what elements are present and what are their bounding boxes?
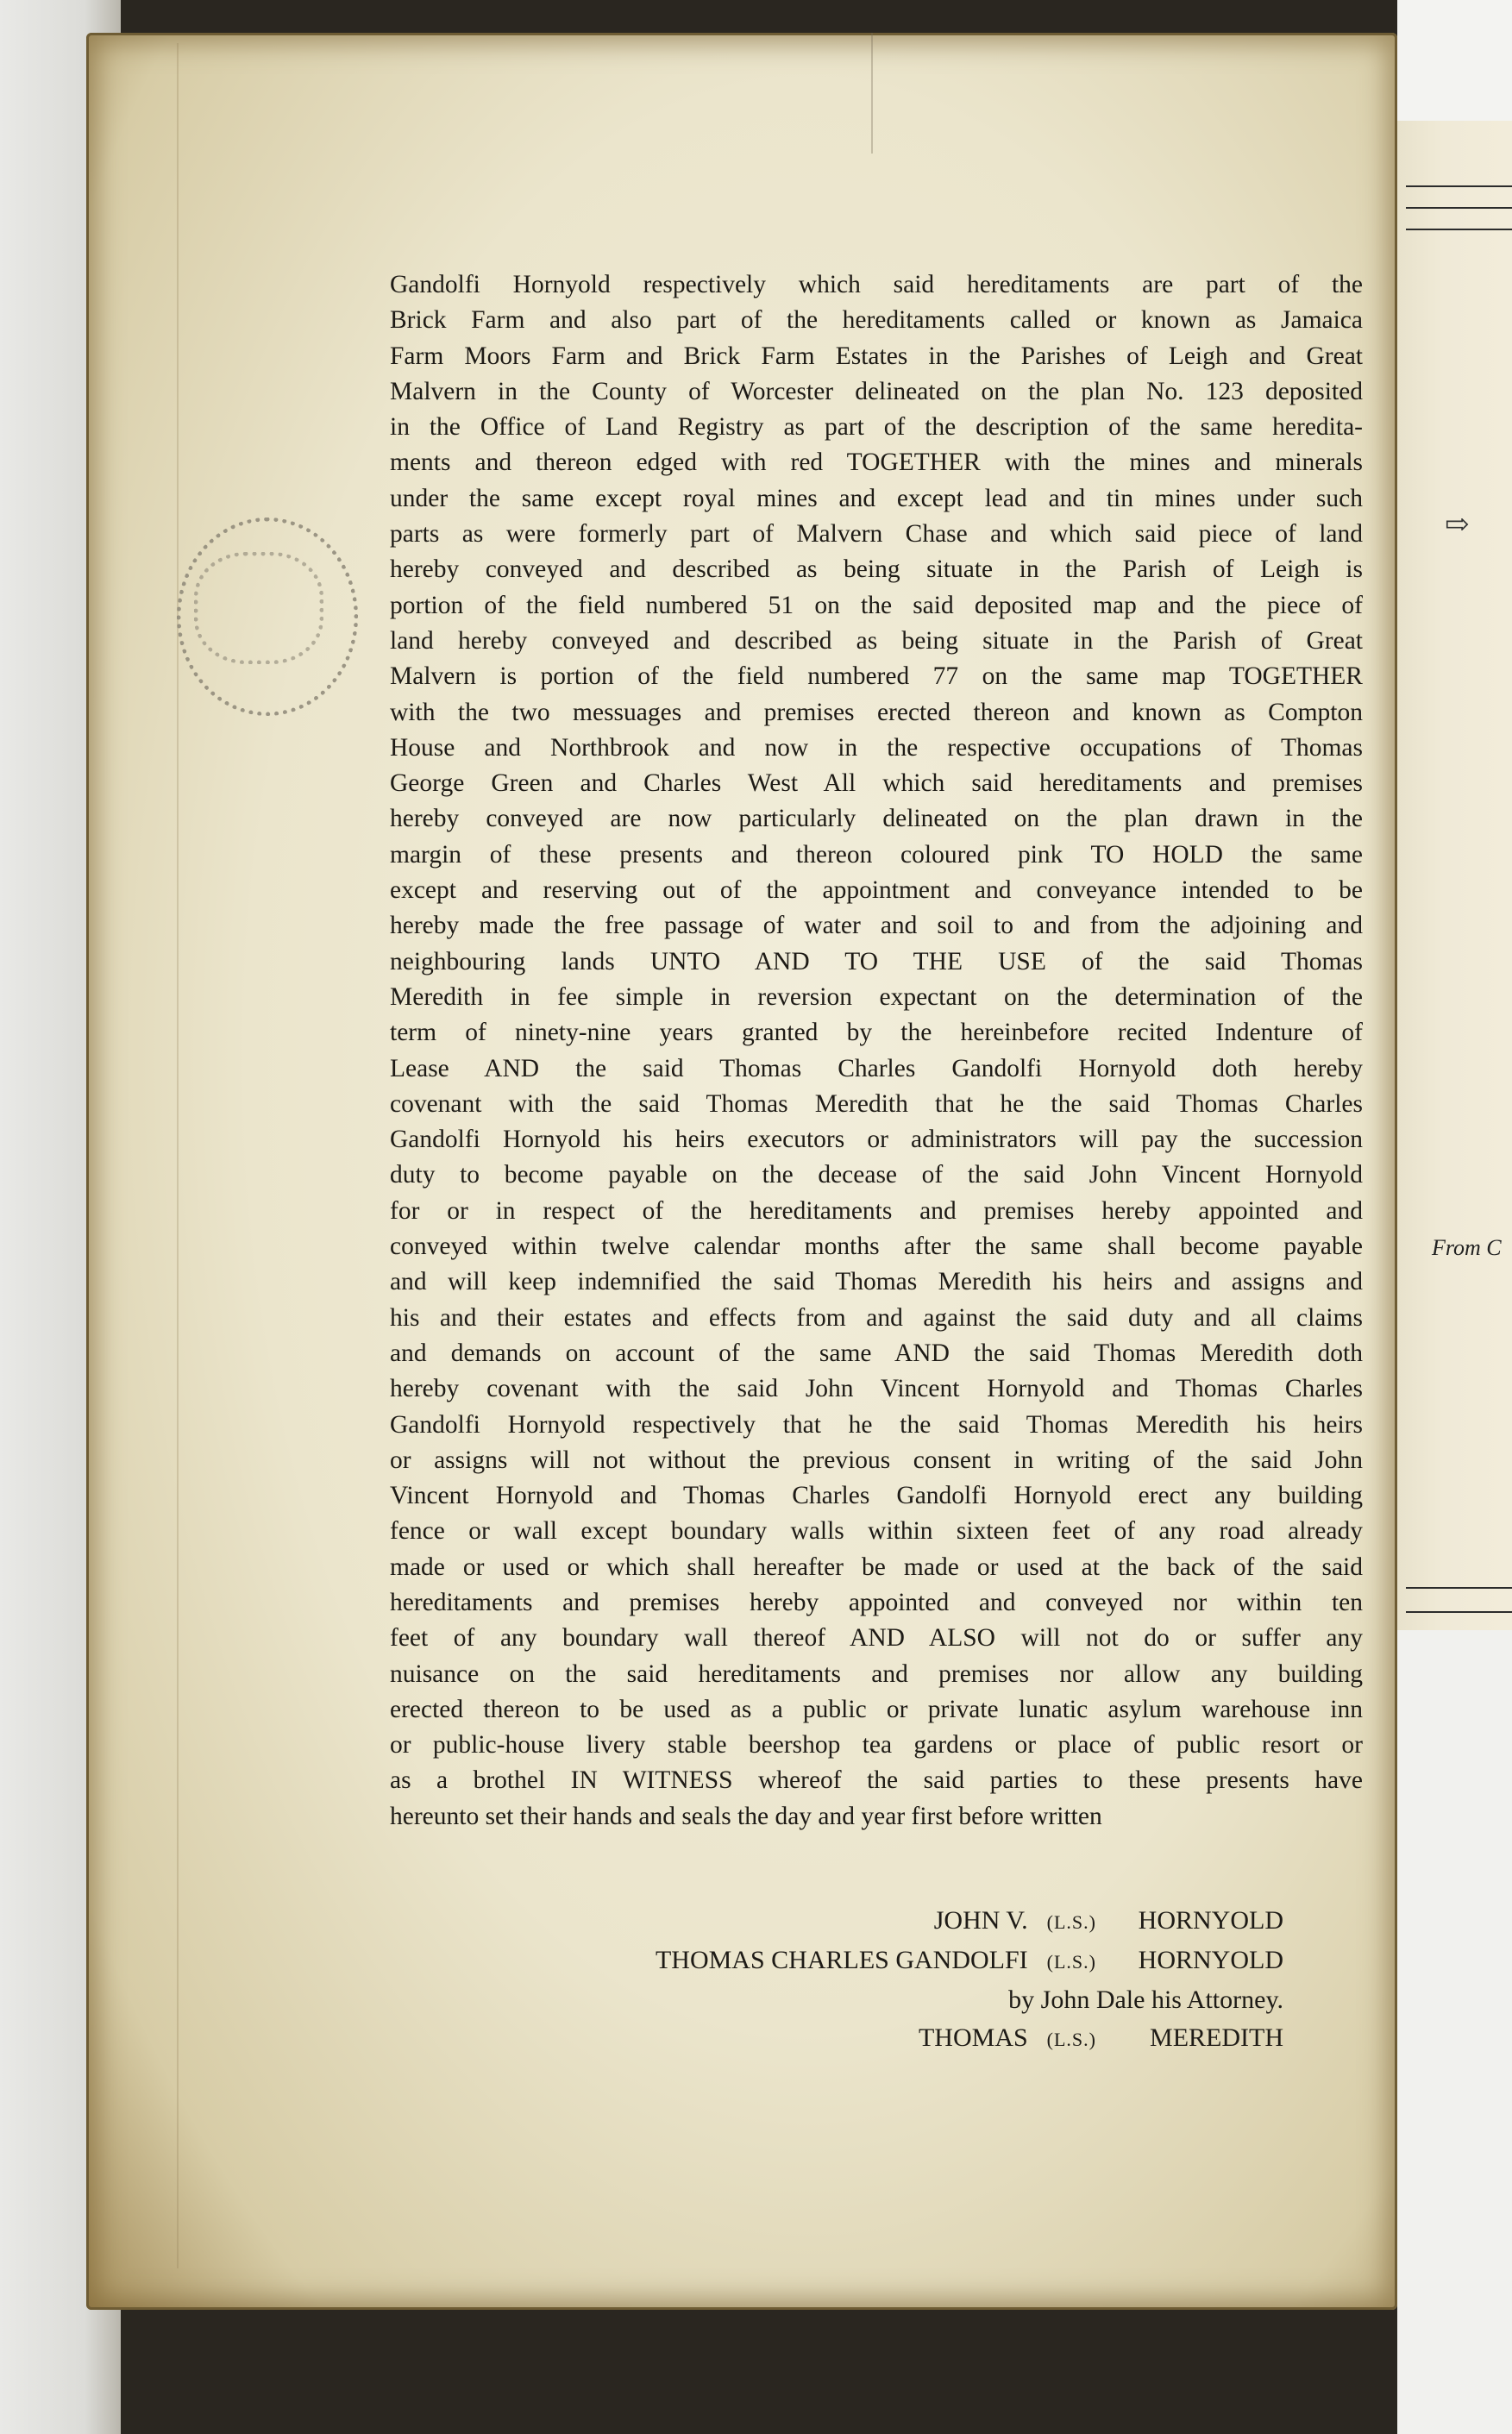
text-line: and will keep indemnified the said Thomas Meredith his heirs and assigns and (390, 1268, 1363, 1296)
text-line: term of ninety-nine years granted by the hereinbefore recited Indenture of (390, 1019, 1363, 1047)
text-line: in the Office of Land Registry as part of the description of the same heredita- (390, 413, 1363, 442)
text-line: neighbouring lands UNTO AND TO THE USE of the said Thomas (390, 947, 1363, 975)
text-line: except and reserving out of the appointment and conveyance intended to be (390, 876, 1363, 905)
text-line: hereby covenant with the said John Vincent Hornyold and Thomas Charles (390, 1375, 1363, 1403)
adjacent-rule (1406, 1611, 1512, 1613)
text-line: nuisance on the said hereditaments and premises nor allow any building (390, 1659, 1363, 1688)
signature-first-name: THOMAS CHARLES GANDOLFI (655, 1946, 1028, 1974)
perforated-seal-inner (194, 552, 323, 664)
text-line: feet of any boundary wall thereof AND ALSO will not do or suffer any (390, 1624, 1363, 1653)
arrow-icon: ⇨ (1445, 509, 1470, 541)
signature-first-name: JOHN V. (933, 1906, 1028, 1935)
text-line: hereunto set their hands and seals the day and year first before written (390, 1802, 1102, 1830)
adjacent-margin-note: From C (1432, 1235, 1502, 1260)
seal-mark: (L.S.) (1046, 1951, 1096, 1973)
text-line: hereby made the free passage of water and soil to and from the adjoining and (390, 912, 1363, 940)
signature-first-name: THOMAS (918, 2023, 1028, 2052)
adjacent-sheet-top (1397, 0, 1512, 121)
text-line: land hereby conveyed and described as being situate in the Parish of Great (390, 626, 1363, 655)
seal-mark: (L.S.) (1046, 2029, 1096, 2050)
text-line: fence or wall except boundary walls within sixteen feet of any road already (390, 1517, 1363, 1546)
text-line: Gandolfi Hornyold his heirs executors or administrators will pay the succession (390, 1126, 1363, 1154)
text-line: hereby conveyed are now particularly delineated on the plan drawn in the (390, 805, 1363, 833)
signature-row (507, 1942, 1283, 1981)
text-line: with the two messuages and premises erected thereon and known as Compton (390, 698, 1363, 726)
fold-line (871, 33, 873, 154)
signature-row (507, 2019, 1283, 2059)
text-line: for or in respect of the hereditaments and premises hereby appointed and (390, 1196, 1363, 1225)
attorney-line: by John Dale his Attorney. (1008, 1985, 1283, 2014)
text-line: made or used or which shall hereafter be made or used at the back of the said (390, 1553, 1363, 1581)
text-line: his and their estates and effects from and against the said duty and all claims (390, 1303, 1363, 1332)
text-line: margin of these presents and thereon coloured pink TO HOLD the same (390, 840, 1363, 869)
text-line: Meredith in fee simple in reversion expectant on the determination of the (390, 982, 1363, 1011)
text-line: or assigns will not without the previous consent in writing of the said John (390, 1446, 1363, 1474)
text-line: ments and thereon edged with red TOGETHER with the mines and minerals (390, 449, 1363, 477)
signature-surname: HORNYOLD (1138, 1946, 1283, 1974)
text-line: under the same except royal mines and except lead and tin mines under such (390, 484, 1363, 512)
text-line: Farm Moors Farm and Brick Farm Estates in the Parishes of Leigh and Great (390, 342, 1363, 370)
inner-margin (177, 43, 179, 2268)
text-line: and demands on account of the same AND the said Thomas Meredith doth (390, 1339, 1363, 1367)
text-line: hereditaments and premises hereby appointed and conveyed nor within ten (390, 1588, 1363, 1616)
signature-row (507, 1902, 1283, 1942)
text-line: Lease AND the said Thomas Charles Gandolfi Hornyold doth hereby (390, 1054, 1363, 1082)
text-line: parts as were formerly part of Malvern Chase and which said piece of land (390, 520, 1363, 549)
adjacent-sheet-bottom (1397, 1630, 1512, 2434)
text-line: George Green and Charles West All which said hereditaments and premises (390, 769, 1363, 798)
signature-surname: MEREDITH (1150, 2023, 1283, 2052)
signature-surname: HORNYOLD (1138, 1906, 1283, 1935)
adjacent-rule (1406, 185, 1512, 187)
text-line: Gandolfi Hornyold respectively which said hereditaments are part of the (390, 271, 1363, 298)
deed-body-text (390, 267, 1363, 1835)
signature-block (507, 1902, 1283, 2059)
text-line: Malvern in the County of Worcester delineated on the plan No. 123 deposited (390, 377, 1363, 405)
text-line: hereby conveyed and described as being situate in the Parish of Leigh is (390, 555, 1363, 584)
text-line: Gandolfi Hornyold respectively that he the said Thomas Meredith his heirs (390, 1410, 1363, 1439)
text-line: Brick Farm and also part of the hereditaments called or known as Jamaica (390, 306, 1363, 335)
adjacent-rule (1406, 229, 1512, 230)
text-line: Malvern is portion of the field numbered 77 on the same map TOGETHER (390, 662, 1363, 691)
text-line: erected thereon to be used as a public or private lunatic asylum warehouse inn (390, 1695, 1363, 1723)
text-line: duty to become payable on the decease of the said John Vincent Hornyold (390, 1161, 1363, 1189)
text-line: House and Northbrook and now in the respective occupations of Thomas (390, 733, 1363, 762)
text-line: conveyed within twelve calendar months after the same shall become payable (390, 1233, 1363, 1261)
text-line: portion of the field numbered 51 on the said deposited map and the piece of (390, 591, 1363, 619)
adjacent-rule (1406, 207, 1512, 209)
text-line: or public-house livery stable beershop tea gardens or place of public resort or (390, 1731, 1363, 1760)
text-line: Vincent Hornyold and Thomas Charles Gandolfi Hornyold erect any building (390, 1482, 1363, 1510)
seal-mark: (L.S.) (1046, 1911, 1096, 1933)
text-line: as a brothel IN WITNESS whereof the said parties to these presents have (390, 1766, 1363, 1795)
adjacent-rule (1406, 1587, 1512, 1589)
text-line: covenant with the said Thomas Meredith that he the said Thomas Charles (390, 1089, 1363, 1118)
